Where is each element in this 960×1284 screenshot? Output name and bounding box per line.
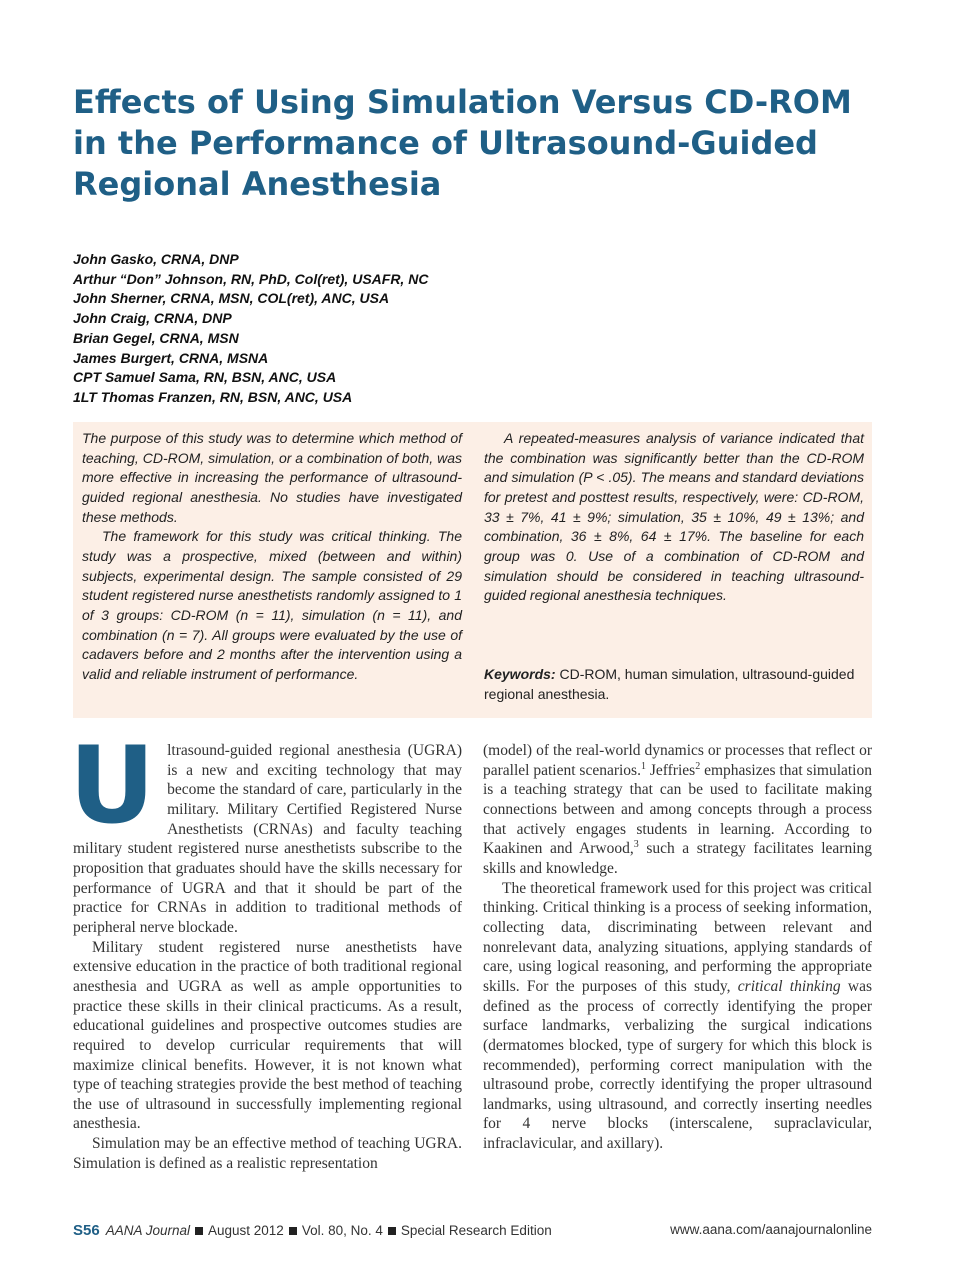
author: Arthur “Don” Johnson, RN, PhD, Col(ret), USAFR, NC bbox=[73, 270, 429, 287]
keywords bbox=[484, 665, 864, 704]
body-paragraph bbox=[69, 724, 462, 938]
author: Brian Gegel, CRNA, MSN bbox=[73, 329, 239, 346]
footer-citation bbox=[73, 1222, 552, 1239]
paragraph-text: was defined as the process of correctly identifying the proper surface landmarks, verbalizing the surgical indications (dermatomes blocked, type of surgery for which this block is recommended), performing correct manipulation with the ultrasound probe, correctly identifying the proper ultrasound landmarks, using ultrasound, and correctly inserting needles for 4 nerve blocks (interscalene, supraclavicular, infraclavicular, and axillary). bbox=[483, 977, 872, 1153]
abstract-paragraph: The framework for this study was critical thinking. The study was a prospective, mixed (between and within) subjects, experimental design. The sample consisted of 29 student registered nurse anesthetists randomly assigned to 1 of 3 groups: CD-ROM (n = 11), simulation (n = 11), and combination (n = 7). All groups were evaluated by the use of cadavers before and 2 months after the intervention using a valid and reliable instrument of performance. bbox=[82, 528, 462, 682]
square-bullet-icon bbox=[289, 1227, 297, 1235]
drop-cap: U bbox=[69, 724, 156, 847]
emphasis: critical thinking bbox=[737, 977, 841, 995]
paragraph-text: ltrasound-guided regional anesthesia (UGRA) is a new and exciting technology that may become the standard of care, particularly in the military. Military Certified Registered Nurse Anesthetists (CRNAs) and faculty teaching military student registered nurse anesthetists subscribe to the proposition that graduates should have the skills necessary for performance of UGRA and that it should be part of the practice for CRNAs in addition to traditional methods of peripheral nerve blockade. bbox=[73, 742, 462, 936]
paragraph-text: Jeffries bbox=[645, 761, 696, 779]
paragraph-text: emphasizes that simulation is a teaching strategy that can be used to facilitate making connections between and among concepts through a process that actively engages students in learning. According to Kaakinen and Arwood, bbox=[483, 761, 872, 858]
volume: Vol. 80, No. 4 bbox=[301, 1223, 383, 1238]
title-line: Regional Anesthesia bbox=[73, 165, 442, 203]
author: John Gasko, CRNA, DNP bbox=[73, 251, 239, 267]
body-right-column bbox=[483, 741, 872, 1154]
square-bullet-icon bbox=[388, 1227, 396, 1235]
author: CPT Samuel Sama, RN, BSN, ANC, USA bbox=[73, 369, 337, 386]
title-line: in the Performance of Ultrasound-Guided bbox=[73, 124, 818, 162]
author: John Sherner, CRNA, MSN, COL(ret), ANC, USA bbox=[73, 290, 390, 307]
citation: 3 bbox=[633, 839, 639, 851]
body-left-column bbox=[69, 724, 462, 1173]
keywords-text: CD-ROM, human simulation, ultrasound-guided regional anesthesia. bbox=[484, 666, 855, 702]
page-number: S56 bbox=[73, 1222, 100, 1239]
author: John Craig, CRNA, DNP bbox=[73, 310, 232, 327]
journal-url[interactable]: www.aana.com/aanajournalonline bbox=[670, 1222, 872, 1237]
abstract-paragraph: A repeated-measures analysis of variance indicated that the combination was significantly better than the CD-ROM and simulation (P < .05). The means and standard deviations for pretest and posttest results, respectively, were: CD-ROM, 33 ± 7%, 41 ± 9%; simulation, 35 ± 10%, 49 ± 13%; and combination, 36 ± 8%, 64 ± 17%. The baseline for each group was 0. Use of a combination of CD-ROM and simulation should be considered in teaching ultrasound-guided regional anesthesia techniques. bbox=[484, 430, 864, 604]
article-title bbox=[73, 82, 893, 205]
issue-date: August 2012 bbox=[208, 1223, 284, 1238]
edition: Special Research Edition bbox=[400, 1223, 552, 1238]
author: 1LT Thomas Franzen, RN, BSN, ANC, USA bbox=[73, 388, 353, 405]
body-paragraph: Military student registered nurse anesthetists have extensive education in the practice of both traditional regional anesthesia and UGRA as well as ample opportunities to practice these skills in their clinical practicums. As a result, educational guidelines and prospective outcomes studies are required to develop curricular requirements that will maximize clinical benefits. However, it is not known what type of teaching strategies provide the best method of teaching the use of ultrasound in successfully implementing regional anesthesia. bbox=[73, 938, 462, 1133]
paragraph-text: The theoretical framework used for this project was critical thinking. Critical thinking is a process of seeking information, collecting data, discriminating between relevant and nonrelevant data, analyzing situations, applying standards of care, using logical reasoning, and performing the appropriate skills. For the purposes of this study, bbox=[483, 879, 872, 995]
paragraph-text: such a strategy facilitates learning skills and knowledge. bbox=[483, 840, 873, 877]
citation: 2 bbox=[695, 760, 701, 772]
paragraph-text: (model) of the real-world dynamics or processes that reflect or parallel patient scenarios. bbox=[483, 742, 872, 779]
square-bullet-icon bbox=[195, 1227, 203, 1235]
title-line: Effects of Using Simulation Versus CD-ROM bbox=[73, 83, 852, 121]
body-paragraph bbox=[483, 879, 872, 1154]
abstract-paragraph: The purpose of this study was to determine which method of teaching, CD-ROM, simulation, or a combination of both, was more effective in increasing the performance of ultrasound-guided regional anesthesia. No studies have investigated these methods. bbox=[82, 430, 462, 525]
abstract-box bbox=[73, 422, 872, 718]
keywords-label: Keywords: bbox=[484, 666, 556, 682]
journal-name: AANA Journal bbox=[105, 1223, 190, 1238]
author-list bbox=[73, 250, 873, 408]
abstract-left-column bbox=[82, 429, 462, 685]
abstract-right-column bbox=[484, 429, 864, 606]
page-footer bbox=[73, 1222, 872, 1242]
citation: 1 bbox=[640, 760, 646, 772]
body-paragraph: Simulation may be an effective method of teaching UGRA. Simulation is defined as a realistic representation bbox=[73, 1135, 462, 1172]
author: James Burgert, CRNA, MSNA bbox=[73, 349, 269, 366]
body-paragraph bbox=[483, 741, 872, 879]
